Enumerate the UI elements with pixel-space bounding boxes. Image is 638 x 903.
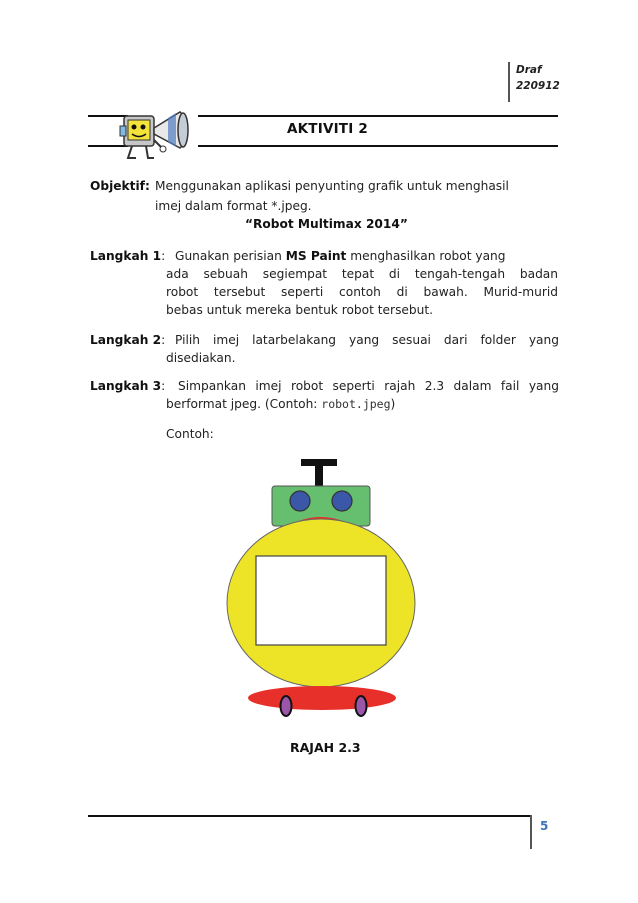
draft-stamp xyxy=(508,62,570,102)
step-1-line4: bebas untuk mereka bentuk robot tersebut. xyxy=(166,303,434,317)
project-title: “Robot Multimax 2014” xyxy=(245,217,408,231)
objective-text-line2: imej dalam format *.jpeg. xyxy=(155,199,312,213)
step-3-label-text: Langkah 3 xyxy=(90,379,162,393)
step-2-line2: disediakan. xyxy=(166,351,236,365)
step-2-line1: Pilih imej latarbelakang yang sesuai dari folder yang xyxy=(175,333,559,347)
robot-wheel-right xyxy=(356,696,367,716)
step-3-label: Langkah 3: xyxy=(90,379,166,393)
step-1-line2: ada sebuah segiempat tepat di tengah-tengah badan xyxy=(166,267,558,281)
step-1-line1 xyxy=(175,246,559,266)
draft-date: 220912 xyxy=(516,80,560,92)
step-3-line1: Simpankan imej robot seperti rajah 2.3 dalam fail yang xyxy=(178,379,559,393)
step-1-line3: robot tersebut seperti contoh di bawah. Murid-murid xyxy=(166,285,558,299)
step-3-line2 xyxy=(166,394,395,414)
step-3-line2-post: ) xyxy=(390,397,396,411)
title-bar-bottom-right xyxy=(198,145,558,147)
step-2-label-text: Langkah 2 xyxy=(90,333,162,347)
step-2-label: Langkah 2: xyxy=(90,333,166,347)
footer-rule xyxy=(88,815,530,817)
robot-wheel-left xyxy=(281,696,292,716)
step-1-label-text: Langkah 1 xyxy=(90,249,162,263)
robot-eye-left xyxy=(290,491,310,511)
page-number: 5 xyxy=(540,819,549,833)
robot-illustration xyxy=(224,455,420,720)
title-bar-top-right xyxy=(198,115,558,117)
objective-label: Objektif: xyxy=(90,179,150,193)
draft-label: Draf xyxy=(516,64,542,76)
activity-title: AKTIVITI 2 xyxy=(287,121,368,137)
step-3-line2-pre: berformat jpeg. (Contoh: xyxy=(166,397,322,411)
step-1-label: Langkah 1: xyxy=(90,249,166,263)
step-1-line1-post: menghasilkan robot yang xyxy=(346,249,506,263)
megaphone-clipart xyxy=(118,100,202,164)
figure-caption: RAJAH 2.3 xyxy=(290,740,361,755)
objective-text-line1: Menggunakan aplikasi penyunting grafik untuk menghasil xyxy=(155,179,509,193)
robot-antenna-stem xyxy=(315,464,323,486)
page-number-box xyxy=(530,815,562,849)
example-filename: robot.jpeg xyxy=(321,397,391,411)
ms-paint-term: MS Paint xyxy=(285,249,347,263)
robot-base xyxy=(248,686,396,710)
example-label: Contoh: xyxy=(166,427,214,441)
step-1-line1-pre: Gunakan perisian xyxy=(175,249,286,263)
robot-screen xyxy=(256,556,386,645)
robot-eye-right xyxy=(332,491,352,511)
